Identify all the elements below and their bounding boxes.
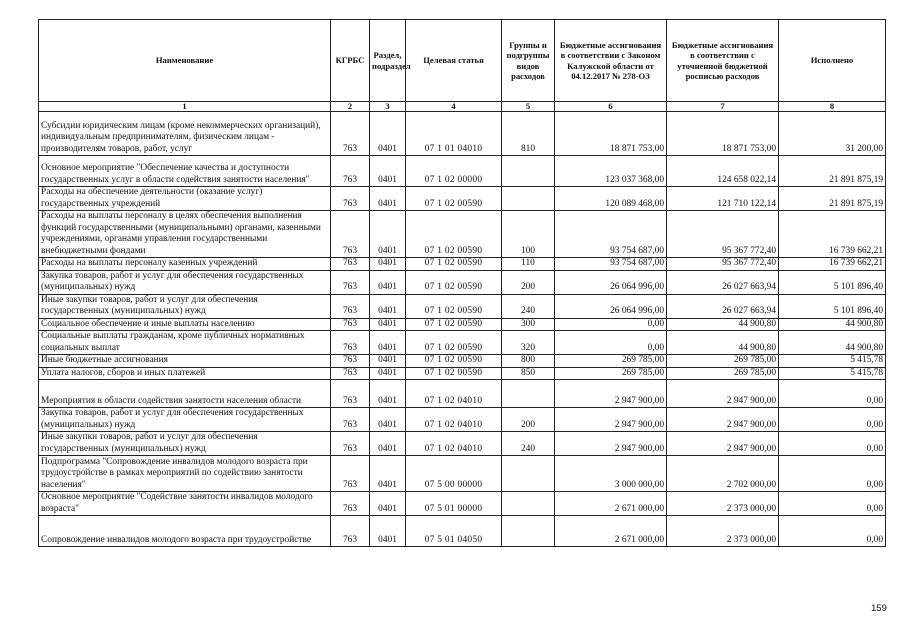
- row-target-article: 07 1 02 00590: [406, 355, 502, 368]
- table-row: [39, 367, 886, 380]
- row-executed: 21 891 875,19: [779, 156, 886, 187]
- row-expense-group: 240: [502, 294, 555, 318]
- row-target-article: 07 1 02 00590: [406, 258, 502, 271]
- row-kgrbs: 763: [331, 408, 370, 432]
- row-law-allocation: 26 064 996,00: [555, 294, 667, 318]
- row-name: Закупка товаров, работ и услуг для обеспечения государственных (муниципальных) нужд: [39, 408, 331, 432]
- row-section: 0401: [370, 211, 406, 258]
- table-row: [39, 258, 886, 271]
- row-name: Иные бюджетные ассигнования: [39, 355, 331, 368]
- row-refined-allocation: 2 702 000,00: [667, 456, 779, 492]
- row-target-article: 07 1 02 04010: [406, 432, 502, 456]
- row-section: 0401: [370, 331, 406, 355]
- row-refined-allocation: 2 947 900,00: [667, 432, 779, 456]
- row-refined-allocation: 95 367 772,40: [667, 258, 779, 271]
- row-law-allocation: 0,00: [555, 318, 667, 331]
- row-kgrbs: 763: [331, 211, 370, 258]
- budget-table-sheet: [38, 19, 886, 547]
- row-name: Субсидии юридическим лицам (кроме некоммерческих организаций), индивидуальным предпринимателям, физическим лицам - производителям товаров, работ, услуг: [39, 112, 331, 156]
- header-section: Раздел, подраздел: [370, 20, 406, 102]
- row-expense-group: [502, 516, 555, 547]
- row-executed: 16 739 662,21: [779, 211, 886, 258]
- row-expense-group: 300: [502, 318, 555, 331]
- row-law-allocation: 26 064 996,00: [555, 270, 667, 294]
- row-name: Закупка товаров, работ и услуг для обеспечения государственных (муниципальных) нужд: [39, 270, 331, 294]
- row-section: 0401: [370, 156, 406, 187]
- row-refined-allocation: 2 947 900,00: [667, 408, 779, 432]
- row-law-allocation: 269 785,00: [555, 367, 667, 380]
- row-law-allocation: 2 947 900,00: [555, 432, 667, 456]
- table-row: [39, 294, 886, 318]
- column-number-row: [39, 102, 886, 112]
- row-name: Сопровождение инвалидов молодого возраста при трудоустройстве: [39, 516, 331, 547]
- row-kgrbs: 763: [331, 367, 370, 380]
- row-executed: 5 101 896,40: [779, 270, 886, 294]
- row-name: Расходы на выплаты персоналу в целях обеспечения выполнения функций государственными (муниципальными) органами, казенными учреждениями, органами управления государственными внебюджетными фондами: [39, 211, 331, 258]
- row-section: 0401: [370, 294, 406, 318]
- row-section: 0401: [370, 408, 406, 432]
- row-refined-allocation: 269 785,00: [667, 367, 779, 380]
- row-executed: 0,00: [779, 408, 886, 432]
- row-target-article: 07 1 02 04010: [406, 380, 502, 408]
- row-target-article: 07 1 02 00590: [406, 187, 502, 211]
- row-name: Основное мероприятие "Обеспечение качества и доступности государственных услуг в области содействия занятости населения": [39, 156, 331, 187]
- row-kgrbs: 763: [331, 456, 370, 492]
- row-refined-allocation: 2 373 000,00: [667, 492, 779, 516]
- header-target: Целевая статья: [406, 20, 502, 102]
- table-row: [39, 211, 886, 258]
- row-section: 0401: [370, 355, 406, 368]
- row-name: Основное мероприятие "Содействие занятости инвалидов молодого возраста": [39, 492, 331, 516]
- table-row: [39, 355, 886, 368]
- row-expense-group: 110: [502, 258, 555, 271]
- row-kgrbs: 763: [331, 331, 370, 355]
- row-expense-group: 240: [502, 432, 555, 456]
- row-law-allocation: 3 000 000,00: [555, 456, 667, 492]
- row-kgrbs: 763: [331, 432, 370, 456]
- row-executed: 5 415,78: [779, 367, 886, 380]
- row-expense-group: [502, 492, 555, 516]
- row-section: 0401: [370, 112, 406, 156]
- header-law: Бюджетные ассигнования в соответствии с Законом Калужской области от 04.12.2017 № 278-ОЗ: [555, 20, 667, 102]
- row-refined-allocation: 18 871 753,00: [667, 112, 779, 156]
- row-law-allocation: 2 947 900,00: [555, 380, 667, 408]
- column-number: 1: [39, 102, 331, 112]
- row-executed: 16 739 662,21: [779, 258, 886, 271]
- row-target-article: 07 1 02 00590: [406, 211, 502, 258]
- row-section: 0401: [370, 187, 406, 211]
- row-refined-allocation: 2 373 000,00: [667, 516, 779, 547]
- row-kgrbs: 763: [331, 355, 370, 368]
- row-name: Уплата налогов, сборов и иных платежей: [39, 367, 331, 380]
- row-executed: 31 200,00: [779, 112, 886, 156]
- row-section: 0401: [370, 492, 406, 516]
- column-number: 7: [667, 102, 779, 112]
- table-row: [39, 318, 886, 331]
- row-name: Социальное обеспечение и иные выплаты населению: [39, 318, 331, 331]
- row-kgrbs: 763: [331, 380, 370, 408]
- row-kgrbs: 763: [331, 294, 370, 318]
- row-name: Расходы на обеспечение деятельности (оказание услуг) государственных учреждений: [39, 187, 331, 211]
- row-target-article: 07 1 02 00590: [406, 331, 502, 355]
- row-executed: 0,00: [779, 492, 886, 516]
- row-law-allocation: 120 089 468,00: [555, 187, 667, 211]
- table-row: [39, 270, 886, 294]
- row-expense-group: 850: [502, 367, 555, 380]
- header-name: Наименование: [39, 20, 331, 102]
- row-expense-group: [502, 156, 555, 187]
- row-kgrbs: 763: [331, 112, 370, 156]
- column-number: 3: [370, 102, 406, 112]
- row-executed: 44 900,80: [779, 318, 886, 331]
- row-name: Социальные выплаты гражданам, кроме публичных нормативных социальных выплат: [39, 331, 331, 355]
- header-group: Группы и подгруппы видов расходов: [502, 20, 555, 102]
- row-expense-group: 200: [502, 270, 555, 294]
- table-row: [39, 516, 886, 547]
- row-expense-group: [502, 380, 555, 408]
- row-name: Мероприятия в области содействия занятости населения области: [39, 380, 331, 408]
- row-section: 0401: [370, 258, 406, 271]
- row-section: 0401: [370, 367, 406, 380]
- row-target-article: 07 1 02 04010: [406, 408, 502, 432]
- row-law-allocation: 2 671 000,00: [555, 492, 667, 516]
- table-row: [39, 331, 886, 355]
- row-refined-allocation: 26 027 663,94: [667, 294, 779, 318]
- row-section: 0401: [370, 270, 406, 294]
- row-law-allocation: 123 037 368,00: [555, 156, 667, 187]
- header-kgrbs: КГРБС: [331, 20, 370, 102]
- table-body: [39, 112, 886, 547]
- table-row: [39, 112, 886, 156]
- row-refined-allocation: 2 947 900,00: [667, 380, 779, 408]
- row-refined-allocation: 121 710 122,14: [667, 187, 779, 211]
- row-target-article: 07 1 02 00000: [406, 156, 502, 187]
- row-section: 0401: [370, 516, 406, 547]
- column-number: 5: [502, 102, 555, 112]
- row-target-article: 07 1 02 00590: [406, 270, 502, 294]
- table-row: [39, 456, 886, 492]
- row-target-article: 07 1 02 00590: [406, 318, 502, 331]
- row-section: 0401: [370, 380, 406, 408]
- page-number: 159: [871, 603, 887, 614]
- row-law-allocation: 2 671 000,00: [555, 516, 667, 547]
- row-kgrbs: 763: [331, 258, 370, 271]
- row-expense-group: 320: [502, 331, 555, 355]
- row-target-article: 07 5 00 00000: [406, 456, 502, 492]
- row-kgrbs: 763: [331, 492, 370, 516]
- row-executed: 0,00: [779, 380, 886, 408]
- table-row: [39, 492, 886, 516]
- row-law-allocation: 18 871 753,00: [555, 112, 667, 156]
- row-executed: 0,00: [779, 516, 886, 547]
- column-number: 8: [779, 102, 886, 112]
- table-row: [39, 156, 886, 187]
- row-name: Подпрограмма "Сопровождение инвалидов молодого возраста при трудоустройстве в рамках мероприятий по содействию занятости населения": [39, 456, 331, 492]
- row-executed: 44 900,80: [779, 331, 886, 355]
- header-refined: Бюджетные ассигнования в соответствии с уточненной бюджетной росписью расходов: [667, 20, 779, 102]
- header-row: [39, 20, 886, 102]
- row-target-article: 07 1 02 00590: [406, 294, 502, 318]
- row-law-allocation: 93 754 687,00: [555, 258, 667, 271]
- row-refined-allocation: 124 658 022,14: [667, 156, 779, 187]
- row-executed: 5 415,78: [779, 355, 886, 368]
- table-row: [39, 380, 886, 408]
- row-kgrbs: 763: [331, 187, 370, 211]
- row-expense-group: 800: [502, 355, 555, 368]
- row-refined-allocation: 269 785,00: [667, 355, 779, 368]
- row-law-allocation: 2 947 900,00: [555, 408, 667, 432]
- row-executed: 21 891 875,19: [779, 187, 886, 211]
- row-name: Иные закупки товаров, работ и услуг для обеспечения государственных (муниципальных) нужд: [39, 294, 331, 318]
- row-expense-group: 810: [502, 112, 555, 156]
- row-expense-group: 200: [502, 408, 555, 432]
- row-section: 0401: [370, 432, 406, 456]
- row-expense-group: [502, 456, 555, 492]
- row-law-allocation: 269 785,00: [555, 355, 667, 368]
- table-row: [39, 432, 886, 456]
- row-kgrbs: 763: [331, 318, 370, 331]
- row-kgrbs: 763: [331, 156, 370, 187]
- row-target-article: 07 1 01 04010: [406, 112, 502, 156]
- row-refined-allocation: 95 367 772,40: [667, 211, 779, 258]
- row-law-allocation: 93 754 687,00: [555, 211, 667, 258]
- row-target-article: 07 5 01 00000: [406, 492, 502, 516]
- table-row: [39, 187, 886, 211]
- row-refined-allocation: 44 900,80: [667, 331, 779, 355]
- row-name: Расходы на выплаты персоналу казенных учреждений: [39, 258, 331, 271]
- row-executed: 0,00: [779, 456, 886, 492]
- row-executed: 5 101 896,40: [779, 294, 886, 318]
- row-name: Иные закупки товаров, работ и услуг для обеспечения государственных (муниципальных) нужд: [39, 432, 331, 456]
- row-law-allocation: 0,00: [555, 331, 667, 355]
- row-section: 0401: [370, 318, 406, 331]
- column-number: 2: [331, 102, 370, 112]
- row-target-article: 07 5 01 04050: [406, 516, 502, 547]
- column-number: 6: [555, 102, 667, 112]
- row-target-article: 07 1 02 00590: [406, 367, 502, 380]
- row-expense-group: 100: [502, 211, 555, 258]
- table-row: [39, 408, 886, 432]
- column-number: 4: [406, 102, 502, 112]
- row-expense-group: [502, 187, 555, 211]
- row-section: 0401: [370, 456, 406, 492]
- row-kgrbs: 763: [331, 270, 370, 294]
- row-refined-allocation: 44 900,80: [667, 318, 779, 331]
- row-kgrbs: 763: [331, 516, 370, 547]
- row-executed: 0,00: [779, 432, 886, 456]
- row-refined-allocation: 26 027 663,94: [667, 270, 779, 294]
- budget-execution-table: [38, 19, 886, 547]
- header-executed: Исполнено: [779, 20, 886, 102]
